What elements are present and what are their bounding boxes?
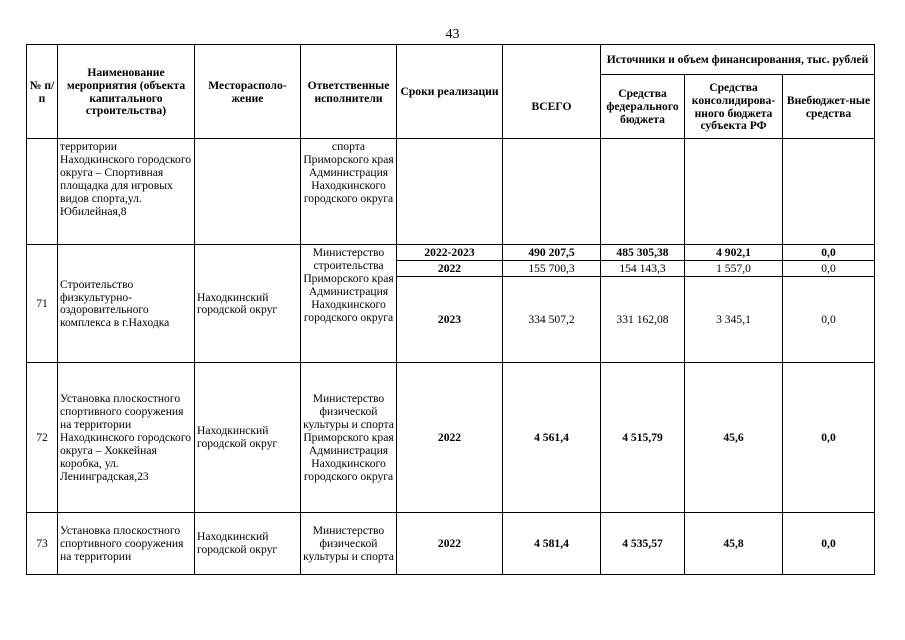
r72-total: 4 561,4 bbox=[503, 362, 601, 512]
funding-table bbox=[26, 44, 875, 575]
header-funding-blank bbox=[503, 45, 601, 75]
cont-period bbox=[397, 139, 503, 245]
r72-period: 2022 bbox=[397, 362, 503, 512]
r71-federal-total: 485 305,38 bbox=[601, 245, 685, 261]
header-period: Сроки реализации bbox=[397, 45, 503, 139]
header-funding-group: Источники и объем финансирования, тыс. рублей bbox=[601, 45, 875, 75]
cont-executors: спорта Приморского края Администрация Находкинского городского округа bbox=[301, 139, 397, 245]
header-num: № п/п bbox=[27, 45, 58, 139]
header-row bbox=[27, 45, 875, 75]
r72-federal: 4 515,79 bbox=[601, 362, 685, 512]
r71-period-total: 2022-2023 bbox=[397, 245, 503, 261]
header-regional: Средства консолидирова-нного бюджета субъекта РФ bbox=[685, 75, 783, 139]
r73-federal: 4 535,57 bbox=[601, 512, 685, 574]
r72-name: Установка плоскостного спортивного сооружения на территории Находкинского городского округа – Хоккейная коробка, ул. Ленинградская,23 bbox=[58, 362, 195, 512]
page-number: 43 bbox=[445, 27, 460, 42]
r71-regional-total: 4 902,1 bbox=[685, 245, 783, 261]
r71-extra-2022: 0,0 bbox=[783, 260, 875, 276]
table-row bbox=[27, 512, 875, 574]
header-name: Наименование мероприятия (объекта капитального строительства) bbox=[58, 45, 195, 139]
r73-name: Установка плоскостного спортивного сооружения на территории bbox=[58, 512, 195, 574]
r71-period-2023: 2023 bbox=[397, 276, 503, 362]
header-federal: Средства федерального бюджета bbox=[601, 75, 685, 139]
r72-regional: 45,6 bbox=[685, 362, 783, 512]
table-row bbox=[27, 362, 875, 512]
r71-total-2023: 334 507,2 bbox=[503, 276, 601, 362]
r71-name: Строительство физкультурно-оздоровительного комплекса в г.Находка bbox=[58, 245, 195, 363]
header-total: ВСЕГО bbox=[503, 75, 601, 139]
r71-extra-2023: 0,0 bbox=[783, 276, 875, 362]
r73-regional: 45,8 bbox=[685, 512, 783, 574]
r72-extra: 0,0 bbox=[783, 362, 875, 512]
r71-regional-2022: 1 557,0 bbox=[685, 260, 783, 276]
r73-extra: 0,0 bbox=[783, 512, 875, 574]
r71-period-2022: 2022 bbox=[397, 260, 503, 276]
r71-total-2022: 155 700,3 bbox=[503, 260, 601, 276]
r71-total-total: 490 207,5 bbox=[503, 245, 601, 261]
header-location: Месторасполо-жение bbox=[195, 45, 301, 139]
r71-regional-2023: 3 345,1 bbox=[685, 276, 783, 362]
cont-regional bbox=[685, 139, 783, 245]
r72-num: 72 bbox=[27, 362, 58, 512]
header-executors: Ответственные исполнители bbox=[301, 45, 397, 139]
cont-total bbox=[503, 139, 601, 245]
cont-federal bbox=[601, 139, 685, 245]
r71-extra-total: 0,0 bbox=[783, 245, 875, 261]
r73-location: Находкинский городской округ bbox=[195, 512, 301, 574]
table-row bbox=[27, 245, 875, 261]
cont-num bbox=[27, 139, 58, 245]
r71-executors: Министерство строительства Приморского края Администрация Находкинского городского округа bbox=[301, 245, 397, 363]
r72-location: Находкинский городской округ bbox=[195, 362, 301, 512]
r73-period: 2022 bbox=[397, 512, 503, 574]
table-row bbox=[27, 139, 875, 245]
r71-federal-2023: 331 162,08 bbox=[601, 276, 685, 362]
cont-name: территории Находкинского городского округа – Спортивная площадка для игровых видов спорта,ул. Юбилейная,8 bbox=[58, 139, 195, 245]
r71-federal-2022: 154 143,3 bbox=[601, 260, 685, 276]
cont-location bbox=[195, 139, 301, 245]
cont-extra bbox=[783, 139, 875, 245]
header-extra: Внебюджет-ные средства bbox=[783, 75, 875, 139]
r73-num: 73 bbox=[27, 512, 58, 574]
r71-num: 71 bbox=[27, 245, 58, 363]
r72-executors: Министерство физической культуры и спорта Приморского края Администрация Находкинского городского округа bbox=[301, 362, 397, 512]
r73-total: 4 581,4 bbox=[503, 512, 601, 574]
r73-executors: Министерство физической культуры и спорта bbox=[301, 512, 397, 574]
r71-location: Находкинский городской округ bbox=[195, 245, 301, 363]
